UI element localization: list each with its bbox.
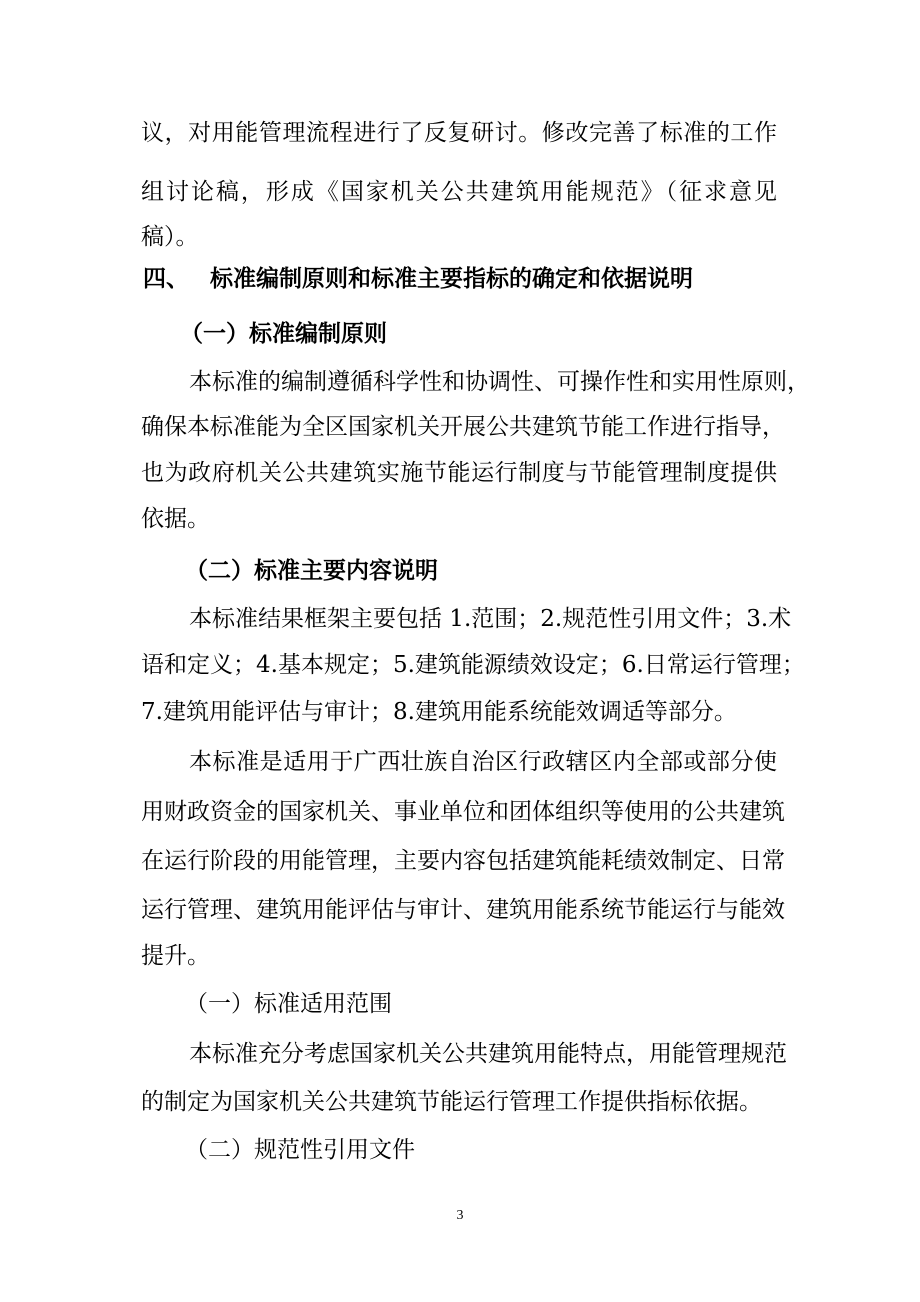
subsection-heading: （二）标准主要内容说明 [185,558,438,584]
paragraph-line: 提升。 [141,943,210,969]
page-number: 3 [456,1208,464,1223]
paragraph-line: 确保本标准能为全区国家机关开展公共建筑节能工作进行指导， [141,414,785,440]
subsection-heading: （一）标准编制原则 [180,321,387,347]
paragraph-line: 本标准结果框架主要包括 1.范围；2.规范性引用文件；3.术 [189,606,792,632]
paragraph-line: 用财政资金的国家机关、事业单位和团体组织等使用的公共建筑 [141,799,785,825]
paragraph-line: 稿）。 [141,224,199,250]
subsection-heading: （一）标准适用范围 [185,991,392,1017]
paragraph-line: 组讨论稿，形成《国家机关公共建筑用能规范》（征求意见 [141,179,777,205]
paragraph-line: 本标准充分考虑国家机关公共建筑用能特点，用能管理规范 [189,1041,787,1067]
paragraph-line: 本标准是适用于广西壮族自治区行政辖区内全部或部分使 [189,749,777,775]
paragraph-line: 议，对用能管理流程进行了反复研讨。修改完善了标准的工作 [141,120,777,146]
section-heading [143,264,189,294]
paragraph-line: 也为政府机关公共建筑实施节能运行制度与节能管理制度提供 [141,460,777,486]
paragraph-line: 本标准的编制遵循科学性和协调性、可操作性和实用性原则， [189,369,810,395]
paragraph-line: 的制定为国家机关公共建筑节能运行管理工作提供指标依据。 [141,1089,762,1115]
section-title: 标准编制原则和标准主要指标的确定和依据说明 [210,266,693,292]
paragraph-line: 在运行阶段的用能管理，主要内容包括建筑能耗绩效制定、日常 [141,848,785,874]
paragraph-line: 语和定义；4.基本规定；5.建筑能源绩效设定；6.日常运行管理； [141,652,805,678]
paragraph-line: 运行管理、建筑用能评估与审计、建筑用能系统节能运行与能效 [141,897,785,923]
paragraph-line: 7.建筑用能评估与审计；8.建筑用能系统能效调适等部分。 [141,699,737,725]
paragraph-line: 依据。 [141,506,210,532]
section-number: 四、 [143,266,189,292]
subsection-heading: （二）规范性引用文件 [185,1137,415,1163]
